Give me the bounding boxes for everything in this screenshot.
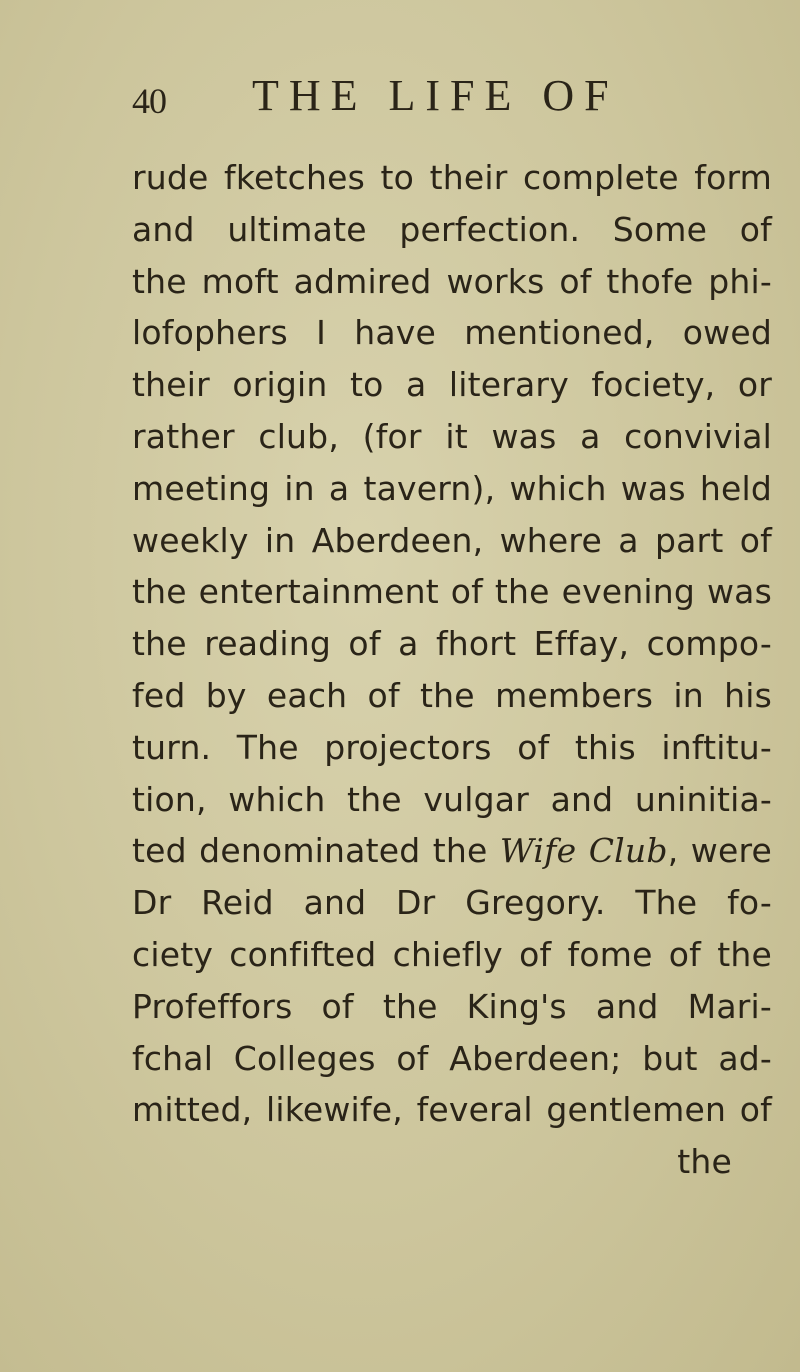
text-line: tion, which the vulgar and uninitia-: [132, 779, 772, 819]
text-line: ciety confifted chiefly of fome of the: [132, 934, 772, 974]
page-number: 40: [132, 81, 166, 121]
text-segment: , were: [667, 831, 772, 871]
text-line: fchal Colleges of Aberdeen; but ad-: [132, 1038, 772, 1078]
body-text: [132, 152, 772, 1188]
text-line: Dr Reid and Dr Gregory. The fo-: [132, 883, 772, 923]
text-line: the reading of a fhort Effay, compo-: [132, 624, 772, 664]
text-line: the entertainment of the evening was: [132, 572, 772, 612]
text-line: meeting in a tavern), which was held: [132, 468, 772, 508]
text-line: their origin to a literary fociety, or: [132, 365, 772, 405]
italic-phrase: Wife Club: [499, 831, 668, 871]
text-line: rather club, (for it was a convivial: [132, 416, 772, 456]
text-line: weekly in Aberdeen, where a part of: [132, 520, 772, 560]
text-segment: ted denominated the: [132, 831, 488, 871]
text-line: mitted, likewife, feveral gentlemen of: [132, 1090, 772, 1130]
text-line: turn. The projectors of this inftitu-: [132, 727, 772, 767]
running-head: THE LIFE OF: [252, 71, 619, 120]
text-line: and ultimate perfection. Some of: [132, 209, 772, 249]
text-line: [132, 825, 772, 877]
text-line: Profeffors of the King's and Mari-: [132, 986, 772, 1026]
text-line: fed by each of the members in his: [132, 675, 772, 715]
text-line: the moft admired works of thofe phi-: [132, 261, 772, 301]
page-header: [132, 70, 772, 130]
text-line: rude fketches to their complete form: [132, 158, 772, 197]
catchword: the: [677, 1142, 732, 1182]
text-line: lofophers I have mentioned, owed: [132, 313, 772, 353]
